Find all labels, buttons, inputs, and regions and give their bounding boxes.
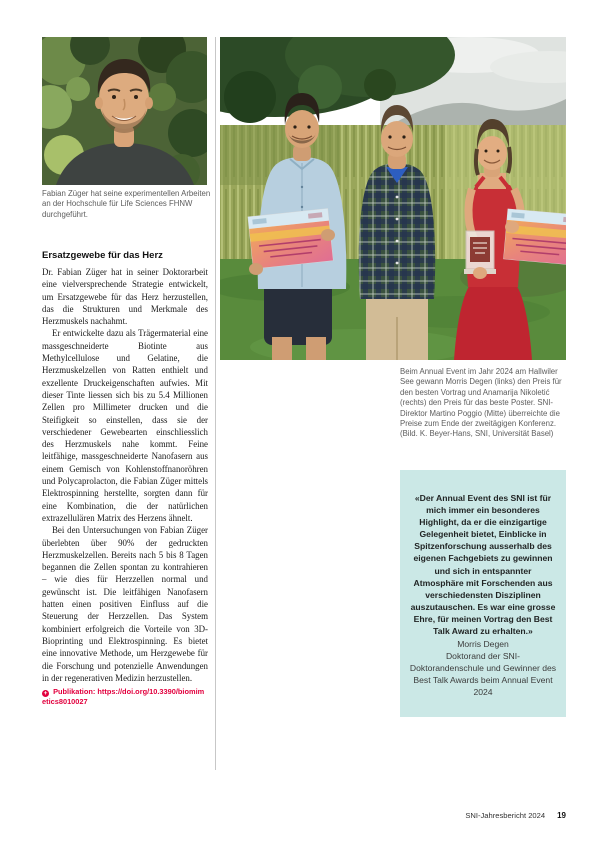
annual-event-photo — [220, 37, 566, 360]
footer-publication-name: SNI-Jahresbericht 2024 — [465, 811, 546, 820]
fabian-zueger-photo — [42, 37, 207, 185]
plus-circle-icon: + — [43, 690, 48, 698]
footer-page-number: 19 — [557, 811, 566, 820]
page-footer — [465, 811, 566, 820]
photo-caption-left: Fabian Züger hat seine experimentellen Arbeiten an der Hochschule für Life Sciences FHNW durchgeführt. — [42, 189, 211, 219]
publication-label: Publikation: — [53, 687, 96, 697]
publication-link[interactable]: https://doi.org/10.3390/biomimetics8010027 — [42, 687, 205, 707]
article-paragraph: Bei den Untersuchungen von Fabian Züger überlebten über 90% der gedruckten Herzmuskelzellen. Bereits nach 5 bis 8 Tagen begannen die Zellen spontan zu kontrahieren – wie dies für Herzzellen normal und gewünscht ist. Die leitfähigen Nanofasern hatten einen positiven Einfluss auf die Steuerung der Herzzellen. Das System kombiniert erfolgreich die Vorteile von 3D-Bioprinting und Elektrospinning. Es bietet eine innovative Methode, um Herzgewebe für die Forschung und potenzielle Anwendungen in der regenerativen Medizin herzustellen. — [42, 525, 208, 683]
article-heading: Ersatzgewebe für das Herz — [42, 250, 163, 261]
quote-box — [400, 470, 566, 717]
photo-caption-right: Beim Annual Event im Jahr 2024 am Hallwiler See gewann Morris Degen (links) den Preis für den besten Vortrag und Anamarija Nikoletić (rechts) den Preis für das beste Poster. SNI-Direktor Martino Poggio (Mitte) überreichte die Preise zum Ende der zweitägigen Konferenz. (Bild. K. Beyer-Hans, SNI, Universität Basel) — [400, 367, 562, 439]
article-paragraph: Dr. Fabian Züger hat in seiner Doktorarbeit eine vielversprechende Strategie entwickelt, um Ersatzgewebe für das Herz herzustellen, das die Strukturen und Merkmale des Herzmuskels nachahmt. — [42, 267, 208, 327]
portrait-illustration — [42, 37, 207, 185]
quote-text: «Der Annual Event des SNI ist für mich immer ein besonderes Highlight, da er die einzigartige Gelegenheit bietet, Einblicke in Spitzenforschung ausserhalb des eigenen Fachgebiets zu gewinnen und sich in entspannter Atmosphäre mit Forschenden aus verschiedensten Disziplinen auszutauschen. Es war eine grosse Ehre, für meinen Vortrag den Best Talk Award zu erhalten.» — [410, 493, 556, 637]
group-photo-illustration — [220, 37, 566, 360]
article-paragraph: Er entwickelte dazu als Trägermaterial eine massgeschneiderte Biotinte aus Methylcellulose und Gelatine, die Herzmuskelzellen von Ratten enthielt und exzellente Druckeigenschaften aufwies. Mit dieser Tinte liessen sich bis zu 5.4 Millionen Zellen pro Millimeter drucken und die Steifigkeit so einstellen, dass sie der verschiedener Gewebearten einschliesslich des Herzmuskels nahe kommt. Feine leitfähige, massgeschneiderte Nanofasern aus einem Gemisch von Kohlenstoffnanoröhren und Polycaprolacton, die Fabian Züger mittels Elektrospinning herstellte, sorgten dann für eine Kombination, die der natürlichen extrazellulären Matrix des Herzens ähnelt. — [42, 328, 208, 523]
quote-role: Doktorand der SNI-Doktorandenschule und Gewinner des Best Talk Awards beim Annual Event 2024 — [409, 651, 557, 698]
article — [42, 250, 208, 707]
publication-line — [42, 687, 208, 707]
column-divider — [215, 37, 216, 770]
quote-author: Morris Degen — [457, 639, 509, 650]
